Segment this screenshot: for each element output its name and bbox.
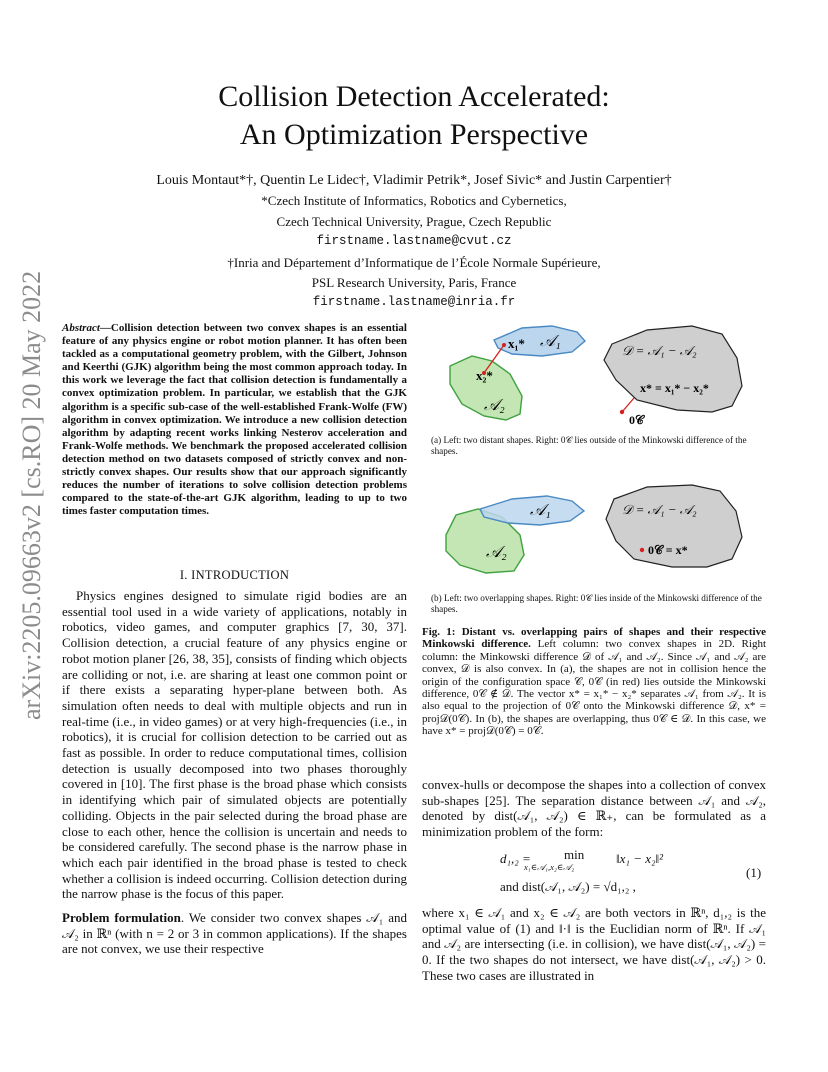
point-x1 [502,343,506,347]
eq-lhs: d₁,₂ = [500,851,531,866]
title-line-2: An Optimization Perspective [239,118,589,151]
label-0c-b: 0𝒞 = x* [648,543,688,557]
eq-line-2: and dist(𝒜₁, 𝒜₂) = √d₁,₂ , [500,879,636,894]
affiliation-2-line-2: PSL Research University, Paris, France [311,274,517,290]
right-column-body-2 [422,905,766,984]
label-0c-a: 0𝒞 [629,413,644,427]
figure-1b [422,475,772,590]
affiliation-2-line-1: †Inria and Département d’Informatique de l’École Normale Supérieure, [227,254,601,270]
affiliation-1-line-1: *Czech Institute of Informatics, Robotics and Cybernetics, [261,193,567,209]
label-a1: 𝒜₁ [540,333,561,350]
minkowski-difference-a [604,326,742,412]
origin-point-a [620,410,624,414]
label-minkowski-b: 𝒟 = 𝒜₁ − 𝒜₂ [622,502,697,517]
eq-number: (1) [746,865,762,880]
label-a1-b: 𝒜₁ [530,502,551,519]
arxiv-sidebar-id: arXiv:2205.09663v2 [cs.RO] 20 May 2022 [17,270,46,720]
figure-1-caption-text: Left column: two convex shapes in 2D. Right column: the Minkowski difference 𝒟 of 𝒜₁ and 𝒜₂. Since 𝒜₁ and 𝒜₂ are convex, 𝒟 is also convex. In (a), the shapes are not in collision hence the origin of the configuration space 𝒞, 0𝒞 (in red) lies outside the Minkowski difference, 0𝒞 ∉ 𝒟. The vector x* = x₁* − x₂* separates 𝒜₁ from 𝒜₂. It is also equal to the projection of 0𝒞 onto the Minkowski difference 𝒟, x* = proj𝒟(0𝒞). In (b), the shapes are overlapping, thus 0𝒞 ∈ 𝒟. In this case, we have x* = proj𝒟(0𝒞) = 0𝒞. [422,638,766,738]
abstract-label: Abstract [62,322,100,334]
origin-point-b [640,548,644,552]
label-x2: x₂* [476,368,493,383]
problem-formulation-text: . We consider two convex shapes 𝒜₁ and 𝒜₂ in ℝⁿ (with n = 2 or 3 in common applications). If the shapes are not convex, we use their respective [62,910,408,957]
section-heading-introduction: I. INTRODUCTION [179,568,290,582]
label-minkowski-a: 𝒟 = 𝒜₁ − 𝒜₂ [622,343,697,358]
figure-1a [422,318,772,433]
author-block [0,172,828,315]
email-1: firstname.lastname@cvut.cz [316,234,512,249]
projection-vector [622,398,634,412]
label-x1: x₁* [508,336,525,351]
eq-min-subscript: x₁∈𝒜₁,x₂∈𝒜₂ [524,862,575,872]
intro-paragraph-1: Physics engines designed to simulate rigid bodies are an essential tool used in a wide variety of applications, notably in robotics, video games, and computer graphics [7, 30, 37]. Collision detection, a crucial feature of any physics engine or robot motion planer [26, 38, 35], consists of finding which objects are colliding or not, i.e. are sharing at least one common point or if there exists a separating hyper-plane between both. As simulation often needs to deal with multiple objects and run in real-time (i.e., in video games) or at very high-frequencies (i.e., in robotics), it is crucial for collision detection to be carried out as fast as possible. In order to reduce computational times, collision detection is usually decomposed into two phases thoroughly covered in [10]. The first phase is the broad phase which consists in identifying which pair of simulated objects are potentially colliding. Objects in the pair selected during the broad phase are close to each other, hence the collision is uncertain and needs to be considered carefully. The second phase is the narrow phase in which each pair identified in the broad phase is tested to check whether a collision is indeed occurring. Collision detection during the narrow phase is the focus of this paper. [62,588,407,902]
right-column-body [422,777,766,840]
figure-1-caption-label: Fig. 1: Distant vs. overlapping pairs of shapes and their respective Minkowski difference. [422,626,766,651]
introduction-body [62,588,407,957]
author-names: Louis Montaut*†, Quentin Le Lidec†, Vladimir Petrik*, Josef Sivic* and Justin Carpentier† [156,173,672,188]
figure-1a-caption: (a) Left: two distant shapes. Right: 0𝒞 lies outside of the Minkowski difference of the shapes. [431,435,747,456]
intro-paragraph-2 [62,910,407,957]
label-a2: 𝒜₂ [484,397,505,414]
paper-title [0,78,828,154]
equation-1 [500,847,766,903]
eq-min: min [564,847,585,862]
abstract-text: —Collision detection between two convex shapes is an essential feature of any physics engine or robot motion planner. It has often been tackled as a computational geometry problem, with the Gilbert, Johnson and Keerthi (GJK) algorithm being the most common approach today. In this work we leverage the fact that collision detection is fundamentally a convex optimization problem. In particular, we establish that the GJK algorithm is a specific sub-case of the well-established Frank-Wolfe (FW) algorithm in convex optimization. We introduce a new collision detection algorithm by adapting recent works linking Nesterov acceleration and Frank-Wolfe methods. We benchmark the proposed accelerated collision detection method on two datasets composed of strictly convex and non-strictly convex shapes. Our results show that our approach significantly reduces the number of iterations to solve collision detection problems compared to the state-of-the-art GJK algorithm, leading to up to two times faster computation times. [62,322,407,518]
label-xstar-a: x* = x₁* − x₂* [640,381,709,395]
eq-objective: ‖x₁ − x₂‖² [616,851,664,866]
abstract [62,322,407,518]
right-paragraph-1: convex-hulls or decompose the shapes into a collection of convex sub-shapes [25]. The separation distance between 𝒜₁ and 𝒜₂, denoted by dist(𝒜₁, 𝒜₂) ∈ ℝ₊, can be formulated as a minimization problem of the form: [422,777,766,840]
affiliation-1-line-2: Czech Technical University, Prague, Czech Republic [276,213,552,229]
figure-1b-caption: (b) Left: two overlapping shapes. Right: 0𝒞 lies inside of the Minkowski difference of the shapes. [431,593,762,614]
right-paragraph-2: where x₁ ∈ 𝒜₁ and x₂ ∈ 𝒜₂ are both vectors in ℝⁿ, d₁,₂ is the optimal value of (1) and ‖·‖ is the Euclidian norm of ℝⁿ. If 𝒜₁ and 𝒜₂ are intersecting (i.e. in collision), we have dist(𝒜₁, 𝒜₂) = 0. If the two shapes do not intersect, we have dist(𝒜₁, 𝒜₂) > 0. These two cases are illustrated in [422,905,766,983]
email-2: firstname.lastname@inria.fr [312,295,516,310]
title-line-1: Collision Detection Accelerated: [218,80,610,113]
figure-1-caption [422,626,766,738]
label-a2-b: 𝒜₂ [486,544,507,561]
problem-formulation-label: Problem formulation [62,910,181,926]
